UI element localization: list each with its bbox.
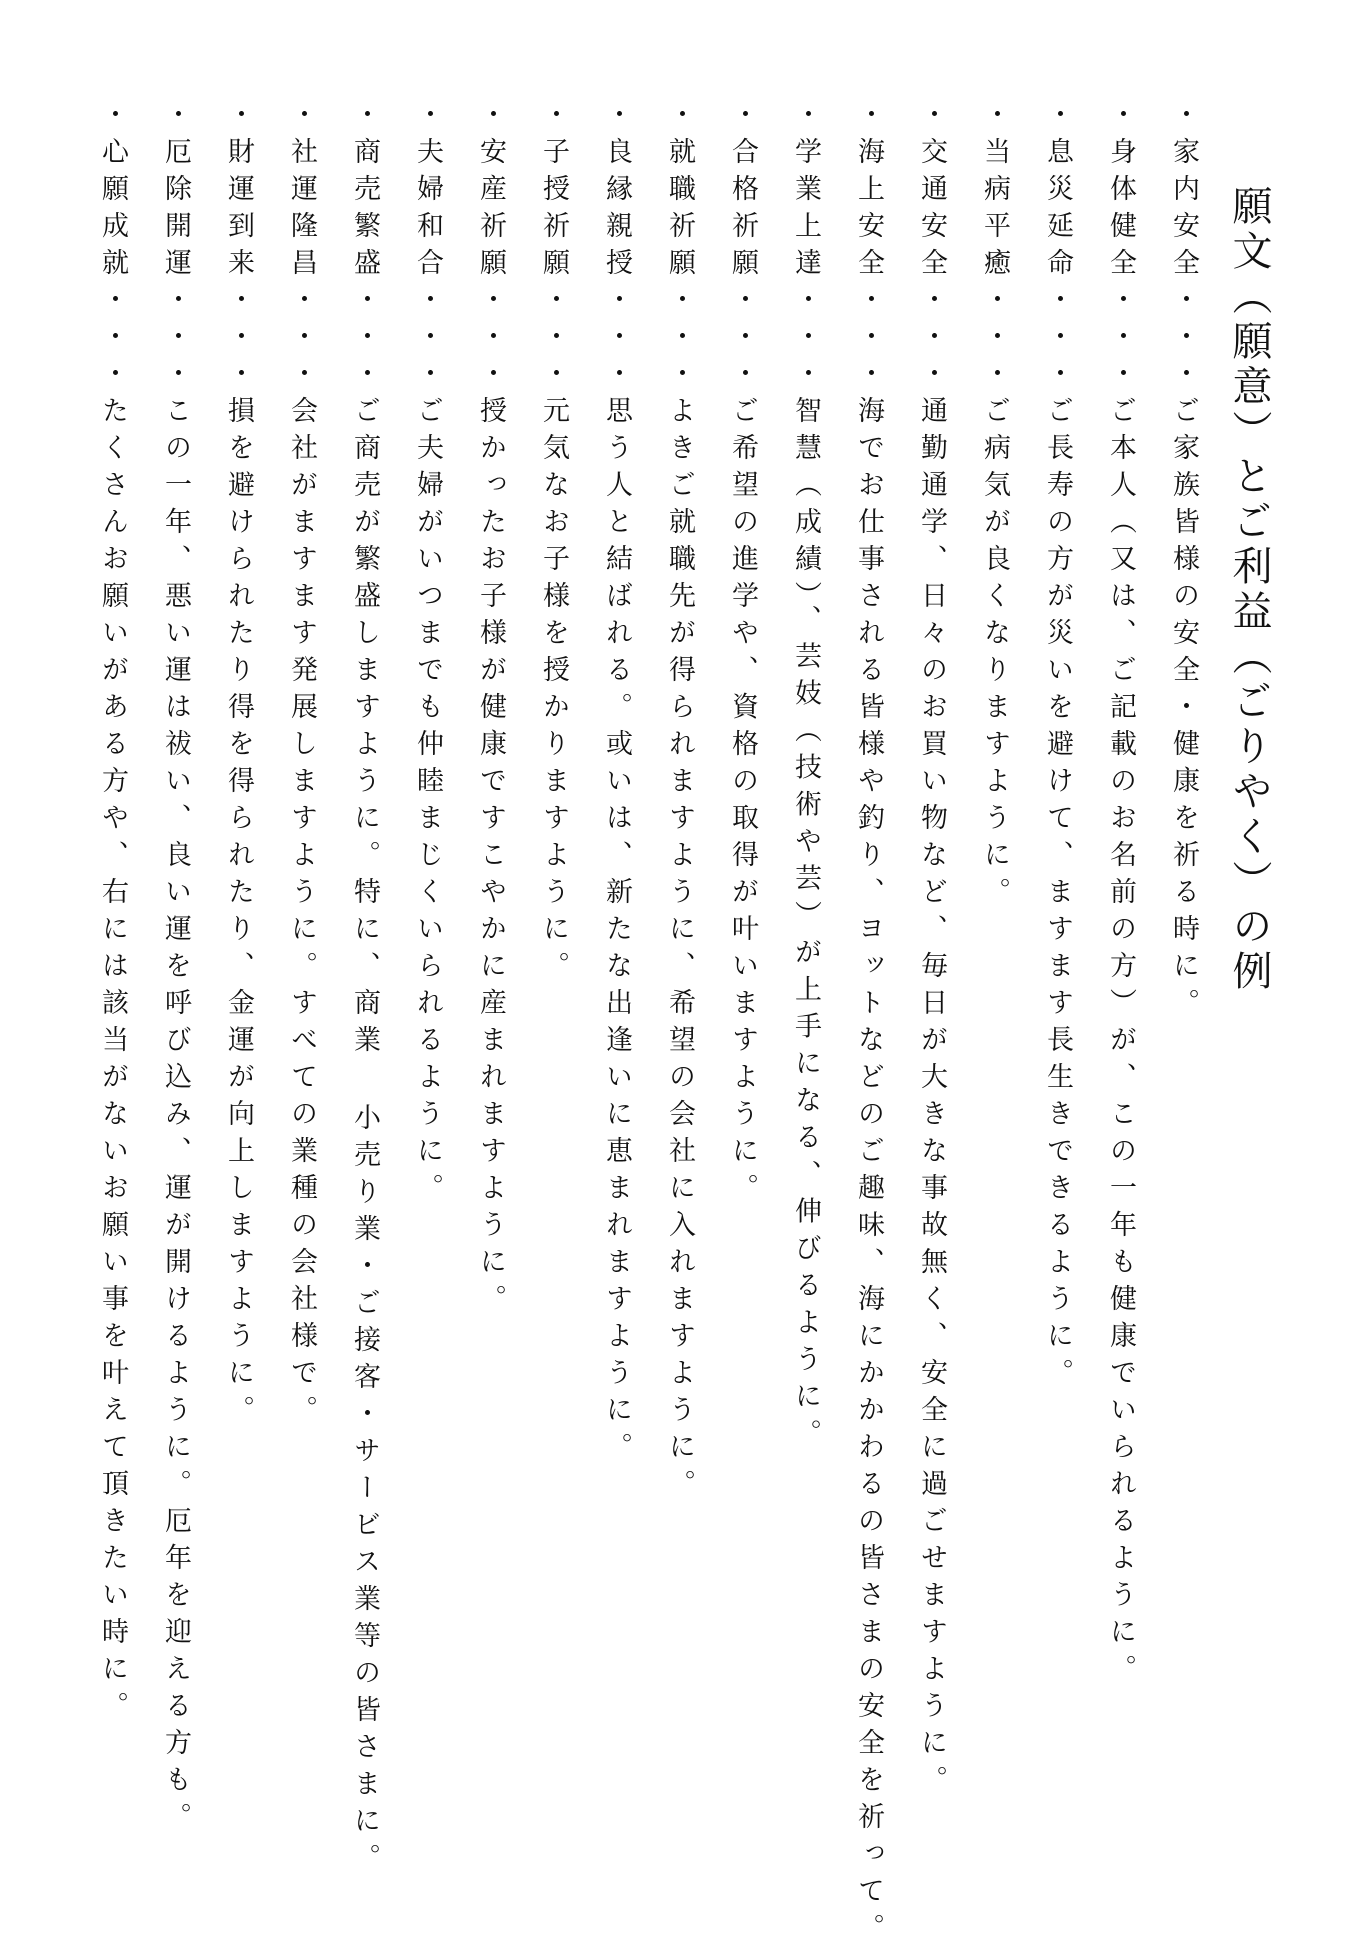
entry-name: 就職祈願: [664, 137, 695, 285]
entry-bullet: ・: [97, 100, 128, 137]
entry-bullet: ・: [412, 100, 443, 137]
entry-name: 合格祈願: [727, 137, 758, 285]
entry-text: ご希望の進学や、資格の取得が叶いますように。: [727, 396, 758, 1210]
entry-leader: ・・・: [1042, 285, 1073, 396]
entry-bullet: ・: [853, 100, 884, 137]
entry-bullet: ・: [223, 100, 254, 137]
entry-anzan-kigan: [466, 100, 514, 1950]
entry-tobyo-heiyu: [970, 100, 1018, 1950]
entry-bullet: ・: [538, 100, 569, 137]
entry-leader: ・・・: [1105, 285, 1136, 396]
entry-text: 思う人と結ばれる。或いは、新たな出逢いに恵まれますように。: [601, 396, 632, 1469]
entry-leader: ・・・: [853, 285, 884, 396]
entry-bullet: ・: [1105, 100, 1136, 137]
entry-kosazuke-kigan: [529, 100, 577, 1950]
entry-name: 海上安全: [853, 137, 884, 285]
entry-kanai-anzen: [1159, 100, 1207, 1950]
entry-list: [88, 100, 1207, 1950]
entry-leader: ・・・: [223, 285, 254, 396]
entry-bullet: ・: [979, 100, 1010, 137]
entry-leader: ・・・: [97, 285, 128, 396]
entry-ryouen-shinju: [592, 100, 640, 1950]
entry-leader: ・・・: [286, 285, 317, 396]
entry-text: たくさんお願いがある方や、右には該当がないお願い事を叶えて頂きたい時に。: [97, 396, 128, 1728]
entry-text: ご病気が良くなりますように。: [979, 396, 1010, 914]
entry-name: 安産祈願: [475, 137, 506, 285]
entry-bullet: ・: [790, 100, 821, 137]
entry-text: ご夫婦がいつまでも仲睦まじくいられるように。: [412, 396, 443, 1210]
entry-bullet: ・: [916, 100, 947, 137]
entry-kaijo-anzen: [844, 100, 892, 1950]
entry-name: 当病平癒: [979, 137, 1010, 285]
entry-bullet: ・: [349, 100, 380, 137]
entry-name: 社運隆昌: [286, 137, 317, 285]
entry-text: ご商売が繁盛しますように。特に、商業 小売り業・ご接客・サービス業等の皆さまに。: [349, 396, 380, 1880]
entry-zaiun-tourai: [214, 100, 262, 1950]
entry-name: 財運到来: [223, 137, 254, 285]
entry-bullet: ・: [1042, 100, 1073, 137]
entry-leader: ・・・: [349, 285, 380, 396]
entry-text: 通勤通学、日々のお買い物など、毎日が大きな事故無く、安全に過ごせますように。: [916, 396, 947, 1802]
entry-shushoku-kigan: [655, 100, 703, 1950]
entry-text: 海でお仕事される皆様や釣り、ヨットなどのご趣味、海にかかわるの皆さまの安全を祈って。: [853, 396, 884, 1950]
entry-goukaku-kigan: [718, 100, 766, 1950]
entry-name: 息災延命: [1042, 137, 1073, 285]
entry-leader: ・・・: [412, 285, 443, 396]
entry-text: 元気なお子様を授かりますように。: [538, 396, 569, 988]
page-title: 願文（願意）とご利益（ごりやく）の例: [1226, 185, 1272, 995]
entry-bullet: ・: [286, 100, 317, 137]
entry-shaun-ryuushou: [277, 100, 325, 1950]
entry-fuufu-wagou: [403, 100, 451, 1950]
entry-name: 家内安全: [1168, 137, 1199, 285]
entry-text: 授かったお子様が健康ですこやかに産まれますように。: [475, 396, 506, 1321]
entry-name: 身体健全: [1105, 137, 1136, 285]
entry-text: 智慧（成績）、芸妓（技術や芸）が上手になる、伸びるように。: [790, 396, 821, 1456]
entry-leader: ・・・: [664, 285, 695, 396]
entry-leader: ・・・: [790, 285, 821, 396]
entry-text: ご長寿の方が災いを避けて、ますます長生きできるように。: [1042, 396, 1073, 1395]
entry-text: この一年、悪い運は祓い、良い運を呼び込み、運が開けるように。厄年を迎える方も。: [160, 396, 191, 1839]
entry-text: ご本人（又は、ご記載のお名前の方）が、この一年も健康でいられるように。: [1105, 396, 1136, 1691]
entry-name: 学業上達: [790, 137, 821, 285]
entry-shingan-jouju: [88, 100, 136, 1950]
entry-leader: ・・・: [916, 285, 947, 396]
entry-leader: ・・・: [727, 285, 758, 396]
entry-leader: ・・・: [979, 285, 1010, 396]
entry-kotsu-anzen: [907, 100, 955, 1950]
entry-name: 厄除開運: [160, 137, 191, 285]
entry-name: 交通安全: [916, 137, 947, 285]
entry-bullet: ・: [160, 100, 191, 137]
entry-bullet: ・: [601, 100, 632, 137]
entry-name: 子授祈願: [538, 137, 569, 285]
entry-leader: ・・・: [160, 285, 191, 396]
entry-text: 損を避けられたり得を得られたり、金運が向上しますように。: [223, 396, 254, 1432]
entry-name: 夫婦和合: [412, 137, 443, 285]
entry-gakugyo-joutatsu: [781, 100, 829, 1950]
entry-leader: ・・・: [475, 285, 506, 396]
entry-shoubai-hanjou: [340, 100, 388, 1950]
entry-text: よきご就職先が得られますように、希望の会社に入れますように。: [664, 396, 695, 1506]
entry-leader: ・・・: [538, 285, 569, 396]
entry-leader: ・・・: [601, 285, 632, 396]
entry-text: ご家族皆様の安全・健康を祈る時に。: [1168, 396, 1199, 1025]
entry-text: 会社がますます発展しますように。すべての業種の会社様で。: [286, 396, 317, 1432]
entry-sokusai-enmei: [1033, 100, 1081, 1950]
entry-bullet: ・: [664, 100, 695, 137]
entry-name: 商売繁盛: [349, 137, 380, 285]
entry-bullet: ・: [475, 100, 506, 137]
entry-bullet: ・: [1168, 100, 1199, 137]
entry-bullet: ・: [727, 100, 758, 137]
entry-leader: ・・・: [1168, 285, 1199, 396]
entry-name: 心願成就: [97, 137, 128, 285]
entry-yakuyoke-kaiun: [151, 100, 199, 1950]
entry-name: 良縁親授: [601, 137, 632, 285]
entry-shintai-kenzen: [1096, 100, 1144, 1950]
